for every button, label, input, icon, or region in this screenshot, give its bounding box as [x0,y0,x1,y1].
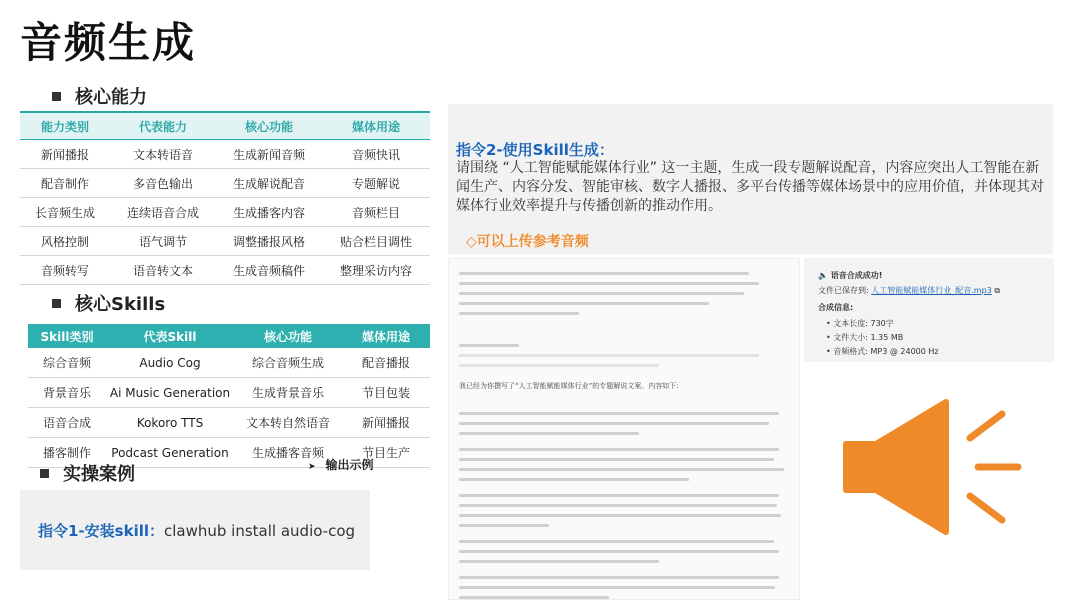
table-cell: 新闻播报 [342,408,430,438]
section-heading-case [40,460,135,486]
output-example-label [308,456,374,473]
table-cell: 综合音频生成 [234,348,342,378]
table-cell: 配音制作 [20,169,110,198]
table-cell: 贴合栏目调性 [322,227,430,256]
file-link[interactable]: 人工智能赋能媒体行业_配音.mp3 [871,286,992,295]
column-header: 媒体用途 [322,112,430,140]
table-cell: 文本转自然语音 [234,408,342,438]
table-cell: 连续语音合成 [110,198,216,227]
column-header: 核心功能 [234,324,342,348]
table-row [20,227,430,256]
audio-result-panel [804,258,1054,362]
column-header: Skill类别 [28,324,106,348]
bullet-square-icon [52,92,61,101]
table-cell: 语气调节 [110,227,216,256]
upload-hint: ◇可以上传参考音频 [466,234,589,250]
section-heading-skills [52,290,165,316]
bullet-square-icon [52,299,61,308]
table-cell: 播客制作 [28,438,106,468]
bullet-square-icon [40,469,49,478]
table-cell: 配音播报 [342,348,430,378]
table-cell: 音频栏目 [322,198,430,227]
table-cell: Podcast Generation [106,438,234,468]
section-title: 核心能力 [75,87,147,108]
output-label-text: 输出示例 [325,458,374,472]
table-cell: 综合音频 [28,348,106,378]
table-cell: 风格控制 [20,227,110,256]
table-header-row [28,324,430,348]
file-line [818,285,1000,296]
capability-table [20,111,430,285]
table-row [20,198,430,227]
command1-code: clawhub install audio-cog [164,522,356,540]
table-cell: 调整播报风格 [216,227,322,256]
doc-intro-text: 我已经为你撰写了“人工智能赋能媒体行业”的专题解说文案。内容如下: [459,382,679,390]
section-title: 实操案例 [63,464,135,485]
generated-script-document [448,258,800,600]
info-item-text: 音频格式: MP3 @ 24000 Hz [833,347,939,356]
file-label: 文件已保存到: [818,286,869,295]
table-cell: 生成播客音频 [234,438,342,468]
info-item-text: 文本长度: 730字 [833,319,894,328]
section-heading-capabilities [52,83,147,109]
command2-text: 请围绕 “人工智能赋能媒体行业” 这一主题，生成一段专题解说配音，内容应突出人工智能在新闻生产、内容分发、智能审核、数字人播报、多平台传播等媒体场景中的应用价值，并体现其对媒体行业效率提升与传播创新的推动作用。 [456,160,1044,214]
success-line [818,270,882,281]
command1-text [38,520,355,541]
table-cell: 背景音乐 [28,378,106,408]
copy-icon[interactable]: ⧉ [994,286,1001,295]
table-row [28,378,430,408]
column-header: 媒体用途 [342,324,430,348]
info-item: • 音频格式: MP3 @ 24000 Hz [826,347,939,356]
table-cell: 生成解说配音 [216,169,322,198]
column-header: 能力类别 [20,112,110,140]
table-cell: 生成播客内容 [216,198,322,227]
info-title: 合成信息: [818,303,854,312]
table-cell: 生成背景音乐 [234,378,342,408]
section-title: 核心Skills [75,294,166,315]
table-cell: 节目包装 [342,378,430,408]
table-cell: Ai Music Generation [106,378,234,408]
table-cell: 长音频生成 [20,198,110,227]
table-cell: 多音色输出 [110,169,216,198]
table-cell: 节目生产 [342,438,430,468]
table-cell: 文本转语音 [110,140,216,169]
arrow-right-icon: ➤ [308,462,316,472]
table-cell: 生成新闻音频 [216,140,322,169]
table-row [20,169,430,198]
column-header: 核心功能 [216,112,322,140]
sound-icon: 🔈 [818,271,828,280]
info-item: • 文件大小: 1.35 MB [826,333,904,342]
table-row [28,408,430,438]
column-header: 代表Skill [106,324,234,348]
table-cell: 专题解说 [322,169,430,198]
table-cell: 音频转写 [20,256,110,285]
table-header-row [20,112,430,140]
table-cell: 生成音频稿件 [216,256,322,285]
info-item-text: 文件大小: 1.35 MB [833,333,904,342]
table-cell: 新闻播报 [20,140,110,169]
table-cell: Audio Cog [106,348,234,378]
table-row [20,256,430,285]
command2-label: 指令2-使用Skill生成： [456,141,614,159]
table-cell: 语音转文本 [110,256,216,285]
table-cell: 整理采访内容 [322,256,430,285]
table-row [20,140,430,169]
column-header: 代表能力 [110,112,216,140]
command1-label: 指令1-安装skill： [38,522,164,540]
table-cell: 音频快讯 [322,140,430,169]
table-row [28,348,430,378]
speaker-icon [842,392,1042,542]
page-title: 音频生成 [20,18,197,67]
table-cell: Kokoro TTS [106,408,234,438]
success-text: 语音合成成功! [830,271,883,280]
table-cell: 语音合成 [28,408,106,438]
skills-table [28,324,430,468]
info-item: • 文本长度: 730字 [826,319,894,328]
